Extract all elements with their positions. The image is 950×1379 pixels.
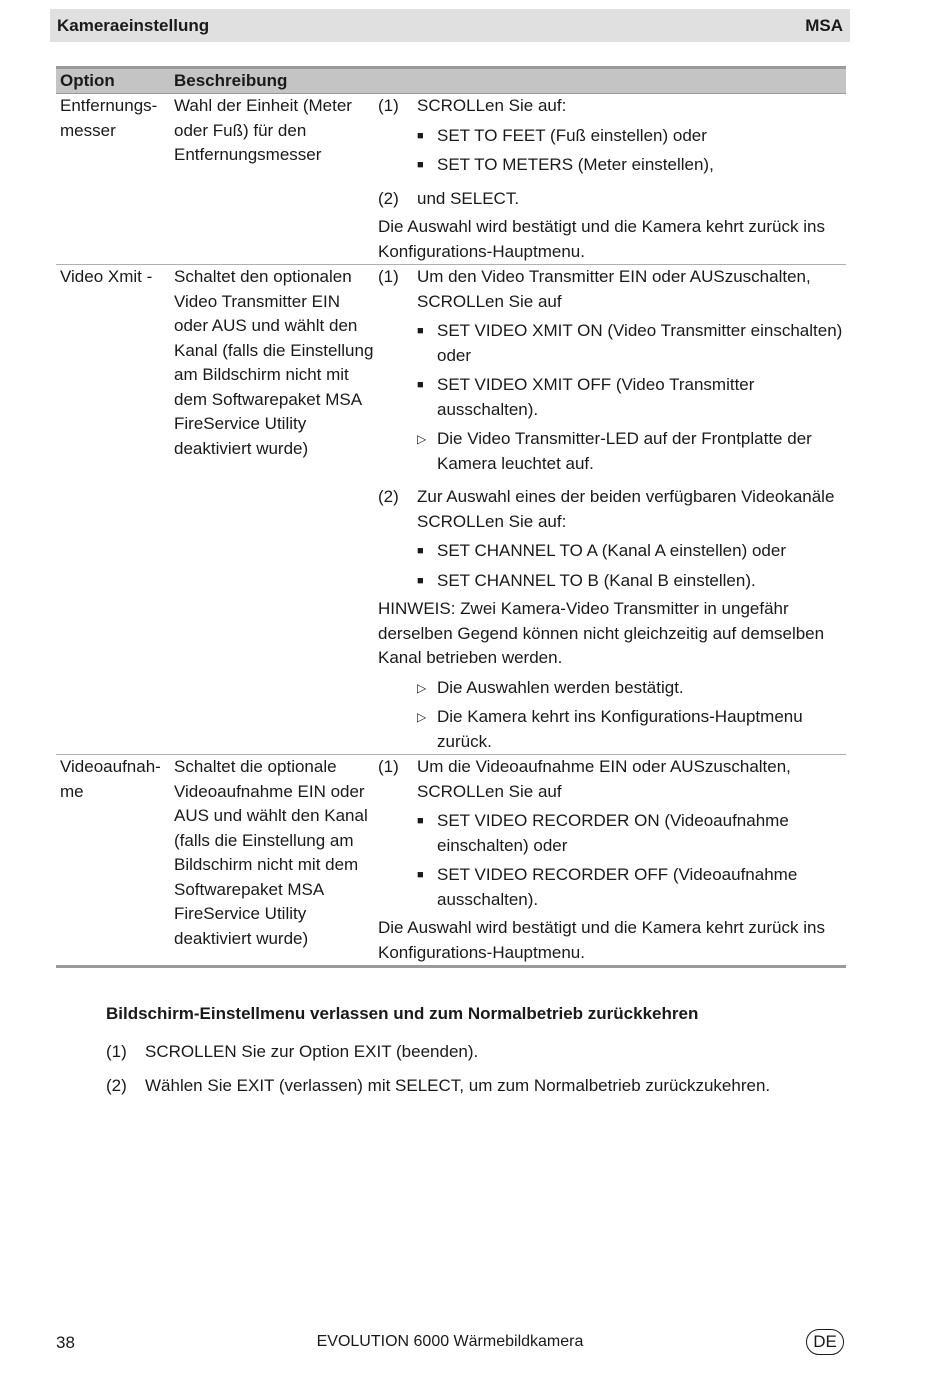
header-description: Beschreibung	[174, 71, 288, 90]
result-text: Die Kamera kehrt ins Konfigurations-Hauptmenu zurück.	[437, 707, 803, 751]
result-item	[378, 676, 846, 701]
bullet-item	[378, 809, 846, 858]
bullet-item	[378, 539, 846, 564]
result-text: Die Auswahlen werden bestätigt.	[437, 677, 684, 697]
triangle-result-icon: ▷	[417, 710, 427, 724]
table-row	[56, 755, 846, 968]
triangle-result-icon: ▷	[417, 680, 427, 695]
square-bullet-icon: ■	[417, 815, 424, 827]
step-text: SCROLLen Sie auf:	[417, 96, 567, 115]
step-number: (1)	[378, 757, 399, 776]
bullet-item	[378, 153, 846, 178]
bullet-item	[378, 373, 846, 422]
language-badge: DE	[806, 1329, 844, 1355]
step-text: Zur Auswahl eines der beiden verfügbaren Videokanäle SCROLLen Sie auf:	[417, 487, 835, 531]
square-bullet-icon: ■	[417, 129, 424, 142]
result-text: Die Video Transmitter-LED auf der Frontplatte der Kamera leuchtet auf.	[437, 429, 812, 473]
page-header	[50, 9, 850, 42]
bullet-item	[378, 569, 846, 594]
square-bullet-icon: ■	[417, 325, 424, 337]
header-option: Option	[60, 71, 115, 90]
step	[378, 187, 846, 212]
bullet-text: SET VIDEO RECORDER OFF (Videoaufnahme ausschalten).	[437, 865, 798, 909]
result-item	[378, 427, 846, 476]
bullet-text: SET TO METERS (Meter einstellen),	[437, 155, 714, 174]
bullet-item	[378, 124, 846, 149]
step-text: Wählen Sie EXIT (verlassen) mit SELECT, um zum Normalbetrieb zurückzukehren.	[145, 1076, 771, 1095]
bullet-text: SET VIDEO RECORDER ON (Videoaufnahme einschalten) oder	[437, 811, 789, 855]
header-title: Kameraeinstellung	[57, 15, 210, 35]
square-bullet-icon: ■	[417, 159, 424, 171]
bullet-text: SET VIDEO XMIT ON (Video Transmitter einschalten) oder	[437, 321, 843, 365]
step-number: (2)	[106, 1076, 127, 1095]
bullet-item	[378, 319, 846, 368]
step-text: und SELECT.	[417, 188, 520, 208]
description-cell: Schaltet den optionalen Video Transmitter EIN oder AUS und wählt den Kanal (falls die Einstellung am Bildschirm nicht mit dem Softwarepaket MSA FireService Utility deaktiviert wurde)	[174, 267, 374, 458]
step-number: (2)	[378, 188, 399, 208]
step	[378, 94, 846, 119]
step-number: (1)	[378, 96, 399, 115]
step-number: (1)	[106, 1042, 127, 1061]
table-row	[56, 265, 846, 755]
step-text: Um den Video Transmitter EIN oder AUSzuschalten, SCROLLen Sie auf	[417, 267, 811, 311]
option-cell: Video Xmit -	[60, 267, 153, 286]
step-text: Um die Videoaufnahme EIN oder AUSzuschalten, SCROLLen Sie auf	[417, 757, 791, 801]
bullet-item	[378, 863, 846, 912]
exit-step	[106, 1042, 478, 1062]
step-text: SCROLLEN Sie zur Option EXIT (beenden).	[145, 1042, 479, 1061]
note-text: HINWEIS: Zwei Kamera-Video Transmitter in ungefähr derselben Gegend können nicht gleichzeitig auf demselben Kanal betrieben werden.	[378, 599, 825, 667]
step-number: (2)	[378, 487, 399, 506]
page-number: 38	[56, 1333, 75, 1352]
option-cell: Videoaufnah- me	[60, 757, 161, 801]
steps-cell	[377, 265, 846, 754]
footer-title: EVOLUTION 6000 Wärmebildkamera	[316, 1333, 584, 1350]
bullet-text: SET CHANNEL TO B (Kanal B einstellen).	[437, 570, 756, 590]
description-cell: Schaltet die optionale Videoaufnahme EIN oder AUS und wählt den Kanal (falls die Einstellung am Bildschirm nicht mit dem Softwarepaket MSA FireService Utility deaktiviert wurde)	[174, 757, 368, 948]
section-title: Bildschirm-Einstellmenu verlassen und zum Normalbetrieb zurückkehren	[106, 1004, 699, 1023]
option-cell: Entfernungs- messer	[60, 96, 158, 140]
bullet-text: SET TO FEET (Fuß einstellen) oder	[437, 125, 707, 145]
bullet-text: SET CHANNEL TO A (Kanal A einstellen) oder	[437, 541, 786, 560]
steps-cell	[377, 755, 846, 965]
square-bullet-icon: ■	[417, 574, 424, 587]
step-number: (1)	[378, 267, 399, 286]
table-row	[56, 94, 846, 265]
result-note: Die Auswahl wird bestätigt und die Kamera kehrt zurück ins Konfigurations-Hauptmenu.	[378, 217, 825, 261]
step	[378, 265, 846, 314]
settings-table	[56, 66, 846, 968]
description-cell: Wahl der Einheit (Meter oder Fuß) für den Entfernungsmesser	[174, 96, 352, 164]
steps-cell	[377, 94, 846, 264]
square-bullet-icon: ■	[417, 545, 424, 557]
exit-step	[106, 1076, 770, 1096]
step	[378, 755, 846, 804]
brand-label: MSA	[805, 15, 843, 35]
result-note: Die Auswahl wird bestätigt und die Kamera kehrt zurück ins Konfigurations-Hauptmenu.	[378, 918, 825, 962]
triangle-result-icon: ▷	[417, 432, 427, 446]
bullet-text: SET VIDEO XMIT OFF (Video Transmitter ausschalten).	[437, 375, 755, 419]
table-header	[56, 66, 846, 94]
square-bullet-icon: ■	[417, 379, 424, 391]
step	[378, 485, 846, 534]
result-item	[378, 705, 846, 754]
square-bullet-icon: ■	[417, 869, 424, 881]
